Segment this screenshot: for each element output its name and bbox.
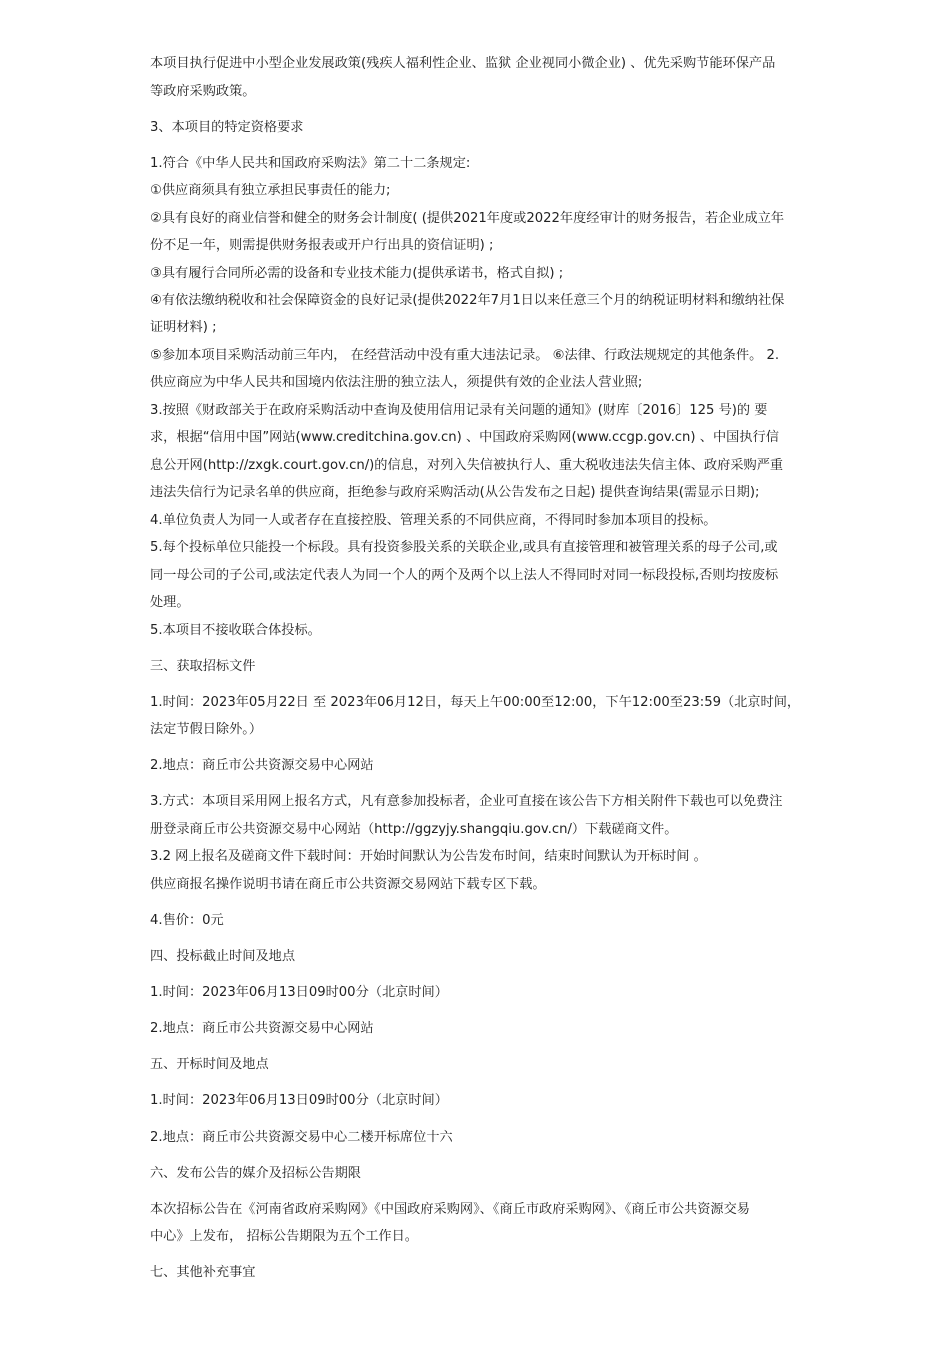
section-text: 册登录商丘市公共资源交易中心网站（http://ggzyjy.shangqiu.gov.cn/）下载磋商文件。 — [150, 822, 678, 837]
qualification-item: 处理。 — [150, 595, 190, 610]
qualification-item: 3.按照《财政部关于在政府采购活动中查询及使用信用记录有关问题的通知》(财库〔2016〕125 号)的 要 — [150, 403, 768, 418]
section-text: 3.方式：本项目采用网上报名方式，凡有意参加投标者，企业可直接在该公告下方相关附件下载也可以免费注 — [150, 794, 783, 809]
section-heading: 七、其他补充事宜 — [150, 1265, 256, 1280]
qualification-heading: 3、本项目的特定资格要求 — [150, 120, 304, 135]
section-text: 3.2 网上报名及磋商文件下载时间：开始时间默认为公告发布时间，结束时间默认为开标时间 。 — [150, 849, 707, 864]
qualification-item: 4.单位负责人为同一人或者存在直接控股、管理关系的不同供应商，不得同时参加本项目的投标。 — [150, 513, 717, 528]
qualification-item: 份不足一年，则需提供财务报表或开户行出具的资信证明) ; — [150, 238, 494, 253]
qualification-item: ④有依法缴纳税收和社会保障资金的良好记录(提供2022年7月1日以来任意三个月的纳税证明材料和缴纳社保 — [150, 293, 785, 308]
section-text: 2.地点：商丘市公共资源交易中心网站 — [150, 758, 374, 773]
section-text: 4.售价：0元 — [150, 913, 224, 928]
section-text: 中心》上发布， 招标公告期限为五个工作日。 — [150, 1229, 418, 1244]
qualification-item: 5.每个投标单位只能投一个标段。具有投资参股关系的关联企业,或具有直接管理和被管理关系的母子公司,或 — [150, 540, 778, 555]
qualification-item: 供应商应为中华人民共和国境内依法注册的独立法人，须提供有效的企业法人营业照; — [150, 375, 643, 390]
qualification-item: ②具有良好的商业信誉和健全的财务会计制度( (提供2021年度或2022年度经审计的财务报告，若企业成立年 — [150, 211, 785, 226]
section-heading: 四、投标截止时间及地点 — [150, 949, 296, 964]
qualification-item: ③具有履行合同所必需的设备和专业技术能力(提供承诺书，格式自拟) ; — [150, 266, 564, 281]
section-text: 1.时间：2023年05月22日 至 2023年06月12日，每天上午00:00至12:00，下午12:00至23:59（北京时间， — [150, 695, 801, 710]
qualification-item: 5.本项目不接收联合体投标。 — [150, 623, 321, 638]
section-text: 2.地点：商丘市公共资源交易中心网站 — [150, 1021, 374, 1036]
policy-line-1: 本项目执行促进中小型企业发展政策(残疾人福利性企业、监狱 企业视同小微企业) 、优先采购节能环保产品 — [150, 56, 776, 71]
policy-line-2: 等政府采购政策。 — [150, 84, 256, 99]
section-heading: 六、发布公告的媒介及招标公告期限 — [150, 1166, 361, 1181]
qualification-item: 证明材料) ; — [150, 320, 217, 335]
section-text: 法定节假日除外。） — [150, 722, 263, 737]
section-text: 供应商报名操作说明书请在商丘市公共资源交易网站下载专区下载。 — [150, 877, 546, 892]
section-text: 2.地点：商丘市公共资源交易中心二楼开标席位十六 — [150, 1130, 453, 1145]
section-heading: 五、开标时间及地点 — [150, 1057, 269, 1072]
qualification-item: 同一母公司的子公司,或法定代表人为同一个人的两个及两个以上法人不得同时对同一标段投标,否则均按废标 — [150, 568, 779, 583]
section-heading: 三、获取招标文件 — [150, 659, 256, 674]
qualification-item: ⑤参加本项目采购活动前三年内， 在经营活动中没有重大违法记录。 ⑥法律、行政法规规定的其他条件。 2. — [150, 348, 780, 363]
qualification-item: 1.符合《中华人民共和国政府采购法》第二十二条规定: — [150, 156, 471, 171]
qualification-item: ①供应商须具有独立承担民事责任的能力; — [150, 183, 391, 198]
qualification-item: 违法失信行为记录名单的供应商，拒绝参与政府采购活动(从公告发布之日起) 提供查询结果(需显示日期); — [150, 485, 760, 500]
qualification-item: 息公开网(http://zxgk.court.gov.cn/)的信息，对列入失信被执行人、重大税收违法失信主体、政府采购严重 — [150, 458, 784, 473]
section-text: 1.时间：2023年06月13日09时00分（北京时间） — [150, 1093, 448, 1108]
section-text: 本次招标公告在《河南省政府采购网》《中国政府采购网》、《商丘市政府采购网》、《商丘市公共资源交易 — [150, 1202, 750, 1217]
section-text: 1.时间：2023年06月13日09时00分（北京时间） — [150, 985, 448, 1000]
qualification-item: 求，根据“信用中国”网站(www.creditchina.gov.cn) 、中国政府采购网(www.ccgp.gov.cn) 、中国执行信 — [150, 430, 779, 445]
